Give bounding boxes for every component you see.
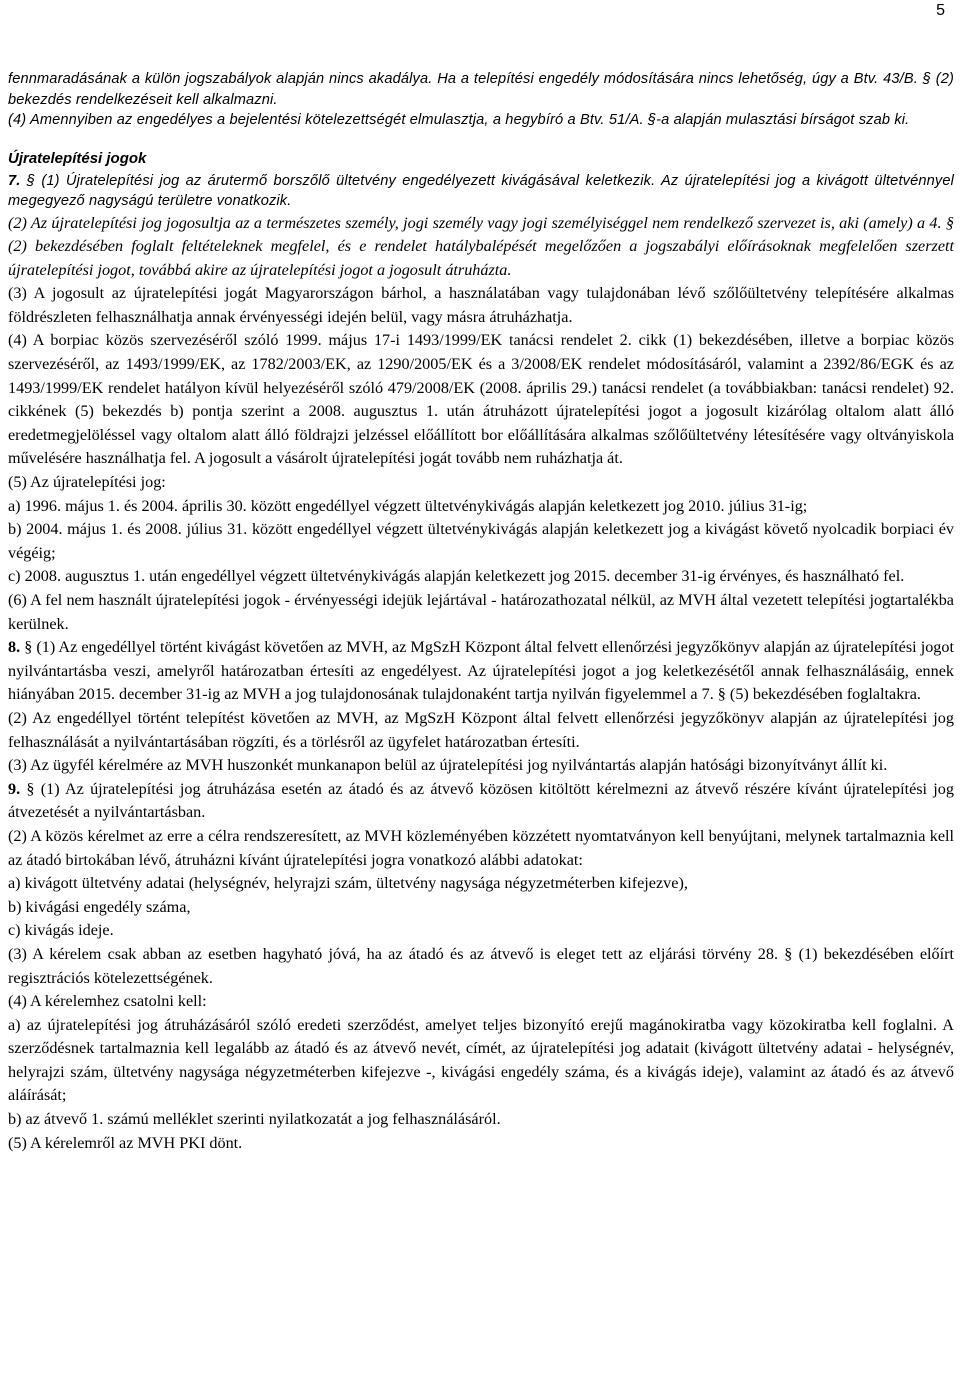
list-item: b) kivágási engedély száma, bbox=[8, 897, 191, 916]
paragraph: (4) Amennyiben az engedélyes a bejelentési kötelezettségét elmulasztja, a hegybíró a Btv. 51/A. §-a alapján mulasztási bírságot szab ki. bbox=[8, 112, 910, 128]
paragraph: (2) Az engedéllyel történt telepítést követően az MVH, az MgSzH Központ által felvett ellenőrzési jegyzőkönyv alapján az újratelepítési jog felhasználását a nyilvántartásában rögzíti, és a törlésről az ügyfelet határozatban értesíti. bbox=[8, 708, 954, 751]
list-item: a) az újratelepítési jog átruházásáról szóló eredeti szerződést, amelyet teljes bizonyító erejű magánokiratba vagy közokiratba kell foglalni. A szerződésnek tartalmaznia kell legalább az átadó és az átvevő nevét, címét, az újratelepítési jog adatait (kivágott ültetvény adatai - helységnév, helyrajzi szám, ültetvény nagysága négyzetméterben kifejezve -, kivágási engedély száma, és a kivágás ideje), valamint az átadó és az átvevő aláírását; bbox=[8, 1015, 954, 1105]
paragraph: fennmaradásának a külön jogszabályok alapján nincs akadálya. Ha a telepítési engedély módosítására nincs lehetőség, úgy a Btv. 43/B. § (2) bekezdés rendelkezéseit kell alkalmazni. bbox=[8, 71, 954, 108]
paragraph bbox=[8, 778, 954, 825]
paragraph: (4) A kérelemhez csatolni kell: bbox=[8, 992, 207, 1011]
paragraph: (3) Az ügyfél kérelmére az MVH huszonkét munkanapon belül az újratelepítési jog nyilvántartás alapján hatósági bizonyítványt állít ki. bbox=[8, 756, 888, 775]
section-number: 9. bbox=[8, 779, 21, 798]
paragraph-text: § (1) Az engedéllyel történt kivágást követően az MVH, az MgSzH Központ által felvett ellenőrzési jegyzőkönyv alapján az újratelepítési jogot nyilvántartásba veszi, amelyről határozatban értesíti az engedélyest. Az újratelepítési jogot a jog keletkezésétől annak felhasználásáig, ennek hiányában 2015. december 31-ig az MVH a jog tulajdonosának tulajdonaként tartja nyilván figyelemmel a 7. § (5) bekezdésében foglaltakra. bbox=[8, 638, 954, 704]
list-item: b) 2004. május 1. és 2008. július 31. között engedéllyel végzett ültetvénykivágás alapján keletkezett jog a kivágást követő nyolcadik borpiaci év végéig; bbox=[8, 520, 954, 562]
paragraph: (5) A kérelemről az MVH PKI dönt. bbox=[8, 1133, 243, 1152]
section-number: 8. bbox=[8, 638, 21, 657]
paragraph-text: § (1) Újratelepítési jog az árutermő borszőlő ültetvény engedélyezett kivágásával keletkezik. Az újratelepítési jog a kivágott ültetvénnyel megegyező nagyságú területre vonatkozik. bbox=[8, 172, 954, 209]
list-item: b) az átvevő 1. számú melléklet szerinti nyilatkozatát a jog felhasználásáról. bbox=[8, 1110, 501, 1129]
paragraph: (2) A közös kérelmet az erre a célra rendszeresített, az MVH közleményében közzétett nyomtatványon kell benyújtani, melynek tartalmaznia kell az átadó birtokában lévő, átruházni kívánt újratelepítési jogra vonatkozó alábbi adatokat: bbox=[8, 826, 954, 869]
list-item: c) 2008. augusztus 1. után engedéllyel végzett ültetvénykivágás alapján keletkezett jog 2015. december 31-ig érvényes, és használható fel. bbox=[8, 567, 905, 586]
paragraph: (2) Az újratelepítési jog jogosultja az a természetes személy, jogi személy vagy jogi személyiséggel nem rendelkező szervezet is, aki (amely) a 4. § (2) bekezdésében foglalt feltételeknek megfelel, és e rendelet hatálybalépését megelőzően a jogszabályi előírásoknak megfelelően szerzett újratelepítési jogot, továbbá akire az újratelepítési jogot a jogosult átruházta. bbox=[8, 213, 954, 279]
paragraph bbox=[8, 171, 954, 212]
list-item: c) kivágás ideje. bbox=[8, 921, 114, 940]
paragraph bbox=[8, 636, 954, 707]
document-body bbox=[8, 69, 954, 1155]
list-item: a) 1996. május 1. és 2004. április 30. között engedéllyel végzett ültetvénykivágás alapján keletkezett jog 2010. július 31-ig; bbox=[8, 496, 808, 515]
section-number: 7. bbox=[8, 172, 21, 189]
paragraph: (3) A jogosult az újratelepítési jogát Magyarországon bárhol, a használatában vagy tulajdonában lévő szőlőültetvény telepítésére alkalmas földrészleten felhasználhatja annak érvényességi idején belül, vagy másra átruházhatja. bbox=[8, 284, 954, 326]
section-heading: Újratelepítési jogok bbox=[8, 149, 147, 167]
paragraph-text: § (1) Az újratelepítési jog átruházása esetén az átadó és az átvevő közösen kitöltött kérelmezni az átvevő részére kívánt újratelepítési jog átvezetését a nyilvántartásban. bbox=[8, 779, 954, 822]
list-item: a) kivágott ültetvény adatai (helységnév, helyrajzi szám, ültetvény nagysága négyzetméterben kifejezve), bbox=[8, 874, 688, 893]
page-number: 5 bbox=[936, 2, 945, 19]
paragraph: (5) Az újratelepítési jog: bbox=[8, 473, 166, 492]
paragraph: (3) A kérelem csak abban az esetben hagyható jóvá, ha az átadó és az átvevő is eleget tett az eljárási törvény 28. § (1) bekezdésében előírt regisztrációs kötelezettségének. bbox=[8, 944, 954, 987]
paragraph: (6) A fel nem használt újratelepítési jogok - érvényességi idejük lejártával - határozathozatal nélkül, az MVH által vezetett telepítési jogtartalékba kerülnek. bbox=[8, 591, 954, 633]
paragraph: (4) A borpiac közös szervezéséről szóló 1999. május 17-i 1493/1999/EK tanácsi rendelet 2. cikk (1) bekezdésében, illetve a borpiac közös szervezéséről, az 1493/1999/EK, az 1782/2003/EK, az 1290/2005/EK és a 3/2008/EK rendelet módosításáról, valamint a 2392/86/EGK és az 1493/1999/EK rendelet hatályon kívül helyezéséről szóló 479/2008/EK (2008. április 29.) tanácsi rendelet (a továbbiakban: tanácsi rendelet) 92. cikkének (5) bekezdés b) pontja szerint a 2008. augusztus 1. után átruházott újratelepítési jogot a jogosult kizárólag oltalom alatt álló eredetmegjelöléssel vagy oltalom alatt álló földrajzi jelzéssel előállított bor előállítására alkalmas szőlőültetvény létesítésére vagy oltványiskola művelésére használhatja fel. A jogosult a vásárolt újratelepítési jogát tovább nem ruházhatja át. bbox=[8, 331, 954, 468]
